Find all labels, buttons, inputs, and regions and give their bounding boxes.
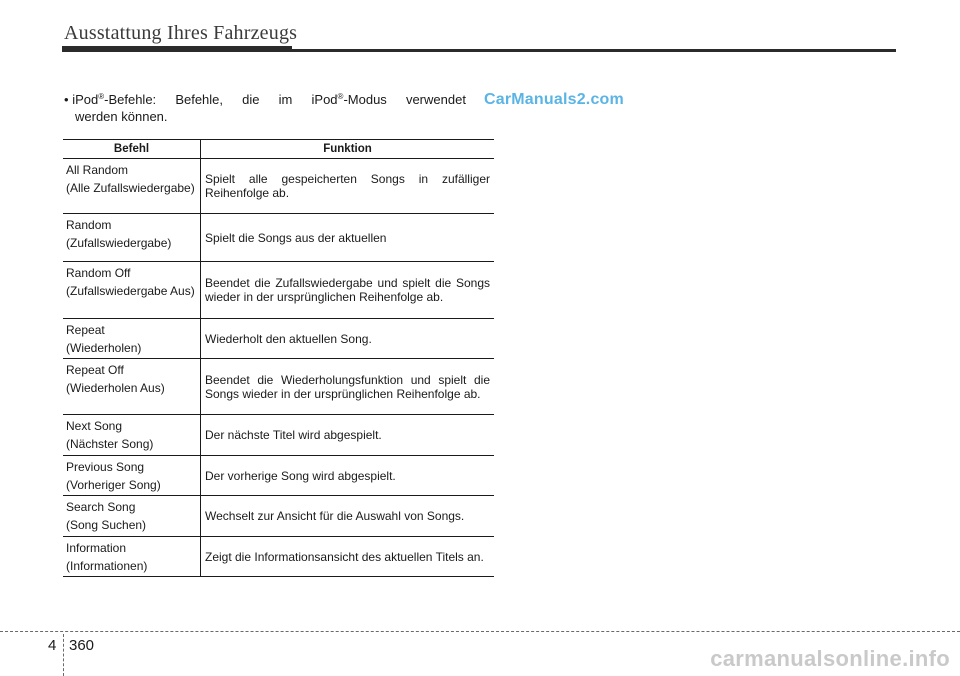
carmanuals-watermark[interactable]: CarManuals2.com: [484, 91, 624, 108]
command-translation: (Nächster Song): [66, 437, 154, 451]
registered-mark: ®: [98, 92, 105, 101]
intro-line-2: werden können.: [75, 108, 168, 124]
command-translation: (Vorheriger Song): [66, 478, 161, 492]
table-row: [63, 159, 494, 214]
command-cell: [63, 262, 201, 319]
intro-line-1: [64, 92, 466, 109]
command-name: Previous Song: [66, 460, 145, 474]
table-row: [63, 319, 494, 359]
table-row: [63, 262, 494, 319]
table-row: [63, 415, 494, 456]
command-name: Information: [66, 541, 127, 555]
command-cell: [63, 496, 201, 537]
function-description: Beendet die Zufallswiedergabe und spielt die Songs wieder in der ursprünglichen Reihenfolge ab.: [201, 262, 495, 319]
page-number: 360: [69, 637, 95, 654]
function-description: Beendet die Wiederholungsfunktion und spielt die Songs wieder in der ursprünglichen Reihenfolge ab.: [201, 359, 495, 415]
intro-word: die: [242, 92, 260, 107]
intro-word-group: [64, 92, 156, 109]
function-description: Zeigt die Informationsansicht des aktuellen Titels an.: [201, 537, 495, 577]
command-name: Random: [66, 218, 112, 232]
function-description: Wiederholt den aktuellen Song.: [201, 319, 495, 359]
column-header-function: Funktion: [201, 140, 495, 159]
command-name: Next Song: [66, 419, 123, 433]
command-translation: (Informationen): [66, 559, 148, 573]
footer-rule: [0, 631, 960, 632]
command-cell: [63, 159, 201, 214]
intro-word: Befehle,: [175, 92, 224, 107]
intro-word-pre: iPod: [311, 92, 338, 107]
table-row: [63, 214, 494, 262]
column-header-command: Befehl: [63, 140, 201, 159]
command-cell: [63, 214, 201, 262]
intro-word: im: [278, 92, 293, 107]
carmanualsonline-watermark[interactable]: carmanualsonline.info: [710, 646, 950, 671]
registered-mark: ®: [337, 92, 344, 101]
intro-word-post: -Modus: [343, 92, 387, 107]
intro-paragraph: [64, 92, 466, 125]
intro-word: [312, 92, 387, 109]
table-row: [63, 537, 494, 577]
intro-word: [72, 92, 156, 107]
command-name: Repeat Off: [66, 363, 124, 377]
page-header-title: Ausstattung Ihres Fahrzeugs: [64, 22, 298, 44]
footer-divider: [63, 634, 64, 676]
header-rule: [62, 49, 896, 52]
command-translation: (Wiederholen Aus): [66, 381, 165, 395]
command-name: Repeat: [66, 323, 105, 337]
command-translation: (Zufallswiedergabe): [66, 236, 172, 250]
command-translation: (Zufallswiedergabe Aus): [66, 284, 195, 298]
function-description: Spielt die Songs aus der aktuellen: [201, 214, 495, 262]
command-cell: [63, 319, 201, 359]
function-description: Wechselt zur Ansicht für die Auswahl von Songs.: [201, 496, 495, 537]
table-row: [63, 496, 494, 537]
function-description: Der vorherige Song wird abgespielt.: [201, 456, 495, 496]
intro-word-post: -Befehle:: [104, 92, 157, 107]
command-translation: (Wiederholen): [66, 341, 142, 355]
table-body: [63, 159, 494, 577]
table-header-row: [63, 140, 494, 159]
intro-word-pre: iPod: [72, 92, 99, 107]
command-cell: [63, 415, 201, 456]
intro-bullet: •: [64, 92, 69, 107]
command-name: Random Off: [66, 266, 131, 280]
chapter-number: 4: [48, 637, 57, 654]
command-cell: [63, 359, 201, 415]
table-row: [63, 456, 494, 496]
command-cell: [63, 456, 201, 496]
function-description: Spielt alle gespeicherten Songs in zufälliger Reihenfolge ab.: [201, 159, 495, 214]
ipod-commands-table: [63, 139, 494, 577]
table-row: [63, 359, 494, 415]
command-translation: (Alle Zufallswiedergabe): [66, 181, 195, 195]
intro-word: verwendet: [405, 92, 466, 107]
command-name: Search Song: [66, 500, 136, 514]
command-cell: [63, 537, 201, 577]
command-translation: (Song Suchen): [66, 518, 147, 532]
function-description: Der nächste Titel wird abgespielt.: [201, 415, 495, 456]
command-name: All Random: [66, 163, 129, 177]
